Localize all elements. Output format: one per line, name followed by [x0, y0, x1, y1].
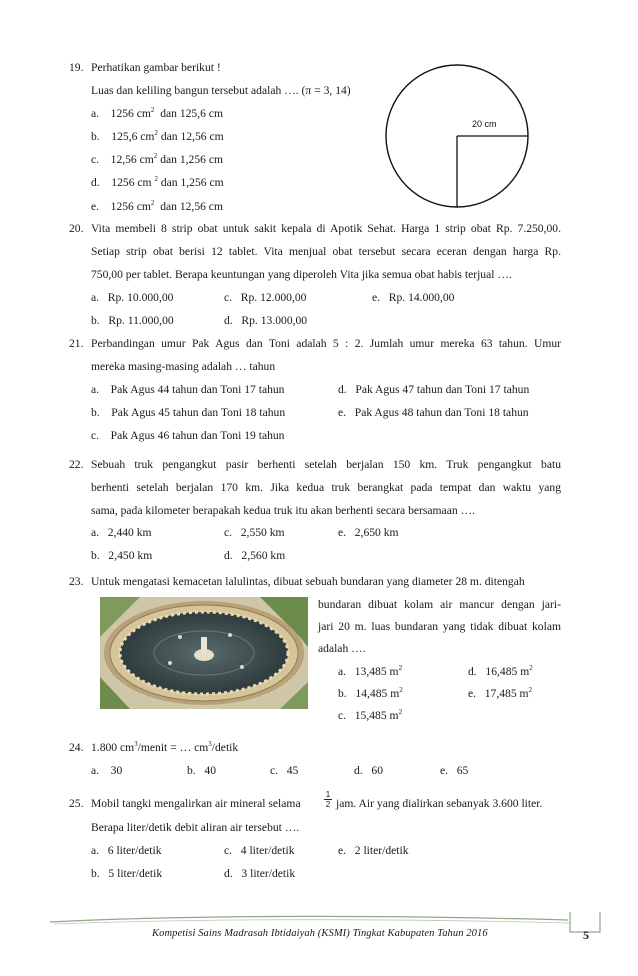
q19-option-c[interactable]: c. 12,56 $cm^2$ dan 1,256 cm	[91, 152, 223, 166]
q19-prompt: Perhatikan gambar berikut !	[91, 61, 221, 74]
q23-right-line-1: bundaran dibuat kolam air mancur dengan jari-	[318, 598, 561, 611]
q22-option-a[interactable]: a. 2,440 km	[91, 526, 152, 539]
q20-option-e[interactable]: e. Rp. 14.000,00	[372, 291, 455, 304]
q19-option-a[interactable]: a. 1256 $cm^2$ dan 125,6 cm	[91, 106, 223, 120]
fraction-numerator: 1	[325, 790, 331, 799]
q25-option-b[interactable]: b. 5 liter/detik	[91, 867, 163, 880]
footer-swoosh-line-2	[54, 920, 570, 924]
q23-right-line-3: adalah ….	[318, 642, 366, 655]
q25-option-e[interactable]: e. 2 liter/detik	[338, 844, 409, 857]
q24-question: 1.800 $cm^3$/menit = … $cm^3$/detik	[91, 740, 239, 754]
q23-option-b[interactable]: b. 14,485 $m^2$	[338, 686, 403, 700]
q19-number: 19.	[69, 61, 84, 74]
q24-option-c[interactable]: c. 45	[270, 764, 299, 777]
q20-line-2: Setiap strip obat berisi 12 tablet. Vita menjual obat tersebut secara eceran dengan harga Rp.	[91, 245, 561, 258]
q25-fraction	[323, 790, 333, 809]
radius-label: 20 cm	[472, 119, 497, 129]
q23-number: 23.	[69, 575, 84, 588]
q22-number: 22.	[69, 458, 84, 471]
q22-option-d[interactable]: d. 2,560 km	[224, 549, 286, 562]
q25-line-1-post: jam. Air yang dialirkan sebanyak 3.600 liter.	[336, 797, 543, 810]
q24-number: 24.	[69, 741, 84, 754]
q22-option-b[interactable]: b. 2,450 km	[91, 549, 153, 562]
q22-line-3: sama, pada kilometer berapakah kedua truk itu akan berhenti secara bersamaan ….	[91, 504, 476, 517]
q21-option-d[interactable]: d. Pak Agus 47 tahun dan Toni 17 tahun	[338, 383, 530, 396]
q24-option-d[interactable]: d. 60	[354, 764, 383, 777]
page-number: 5	[583, 928, 589, 942]
circle-figure	[384, 62, 532, 210]
q25-line-1-pre: Mobil tangki mengalirkan air mineral selama	[91, 797, 301, 810]
q24-option-a[interactable]: a. 30	[91, 764, 123, 777]
q21-number: 21.	[69, 337, 84, 350]
q20-option-a[interactable]: a. Rp. 10.000,00	[91, 291, 174, 304]
q24-option-b[interactable]: b. 40	[187, 764, 216, 777]
roundabout-photo	[100, 597, 308, 709]
q23-option-a[interactable]: a. 13,485 $m^2$	[338, 664, 403, 678]
q22-line-2: berhenti setelah berjalan 170 km. Jika kedua truk berangkat pada tempat dan waktu yang	[91, 481, 561, 494]
q22-option-e[interactable]: e. 2,650 km	[338, 526, 399, 539]
fraction-denominator: 2	[325, 800, 331, 809]
q20-line-1: Vita membeli 8 strip obat untuk sakit kepala di Apotik Sehat. Harga 1 strip obat Rp. 7.250,00.	[91, 222, 561, 235]
q19-option-b[interactable]: b. 125,6 $cm^2$ dan 12,56 cm	[91, 129, 224, 143]
q23-right-line-2: jari 20 m. luas bundaran yang tidak dibuat kolam	[318, 620, 561, 633]
q25-number: 25.	[69, 797, 84, 810]
q19-option-e[interactable]: e. 1256 $cm^2$ dan 12,56 cm	[91, 199, 223, 213]
q25-line-2: Berapa liter/detik debit aliran air tersebut ….	[91, 821, 300, 834]
q23-option-d[interactable]: d. 16,485 $m^2$	[468, 664, 533, 678]
q20-number: 20.	[69, 222, 84, 235]
q19-question: Luas dan keliling bangun tersebut adalah …. (π = 3, 14)	[91, 84, 351, 97]
q21-option-a[interactable]: a. Pak Agus 44 tahun dan Toni 17 tahun	[91, 383, 285, 396]
footer-text: Kompetisi Sains Madrasah Ibtidaiyah (KSMI) Tingkat Kabupaten Tahun 2016	[152, 928, 488, 939]
q23-line-1: Untuk mengatasi kemacetan lalulintas, dibuat sebuah bundaran yang diameter 28 m. ditengah	[91, 575, 525, 588]
q22-option-c[interactable]: c. 2,550 km	[224, 526, 285, 539]
q23-option-c[interactable]: c. 15,485 $m^2$	[338, 708, 403, 722]
q21-option-c[interactable]: c. Pak Agus 46 tahun dan Toni 19 tahun	[91, 429, 285, 442]
q20-option-d[interactable]: d. Rp. 13.000,00	[224, 314, 308, 327]
q21-line-2: mereka masing-masing adalah … tahun	[91, 360, 276, 373]
q25-option-c[interactable]: c. 4 liter/detik	[224, 844, 295, 857]
q23-option-e[interactable]: e. 17,485 $m^2$	[468, 686, 533, 700]
q20-option-c[interactable]: c. Rp. 12.000,00	[224, 291, 307, 304]
q21-line-1: Perbandingan umur Pak Agus dan Toni adalah 5 : 2. Jumlah umur mereka 63 tahun. Umur	[91, 337, 561, 350]
q20-line-3: 750,00 per tablet. Berapa keuntungan yang diperoleh Vita jika semua obat habis terjual ….	[91, 268, 512, 281]
q25-option-a[interactable]: a. 6 liter/detik	[91, 844, 162, 857]
q21-option-e[interactable]: e. Pak Agus 48 tahun dan Toni 18 tahun	[338, 406, 529, 419]
q20-option-b[interactable]: b. Rp. 11.000,00	[91, 314, 174, 327]
q19-option-d[interactable]: d. 1256 cm $^2$ dan 1,256 cm	[91, 175, 224, 189]
q25-option-d[interactable]: d. 3 liter/detik	[224, 867, 296, 880]
q21-option-b[interactable]: b. Pak Agus 45 tahun dan Toni 18 tahun	[91, 406, 286, 419]
q24-option-e[interactable]: e. 65	[440, 764, 469, 777]
q22-line-1: Sebuah truk pengangkut pasir berhenti setelah berjalan 150 km. Truk pengangkut batu	[91, 458, 561, 471]
